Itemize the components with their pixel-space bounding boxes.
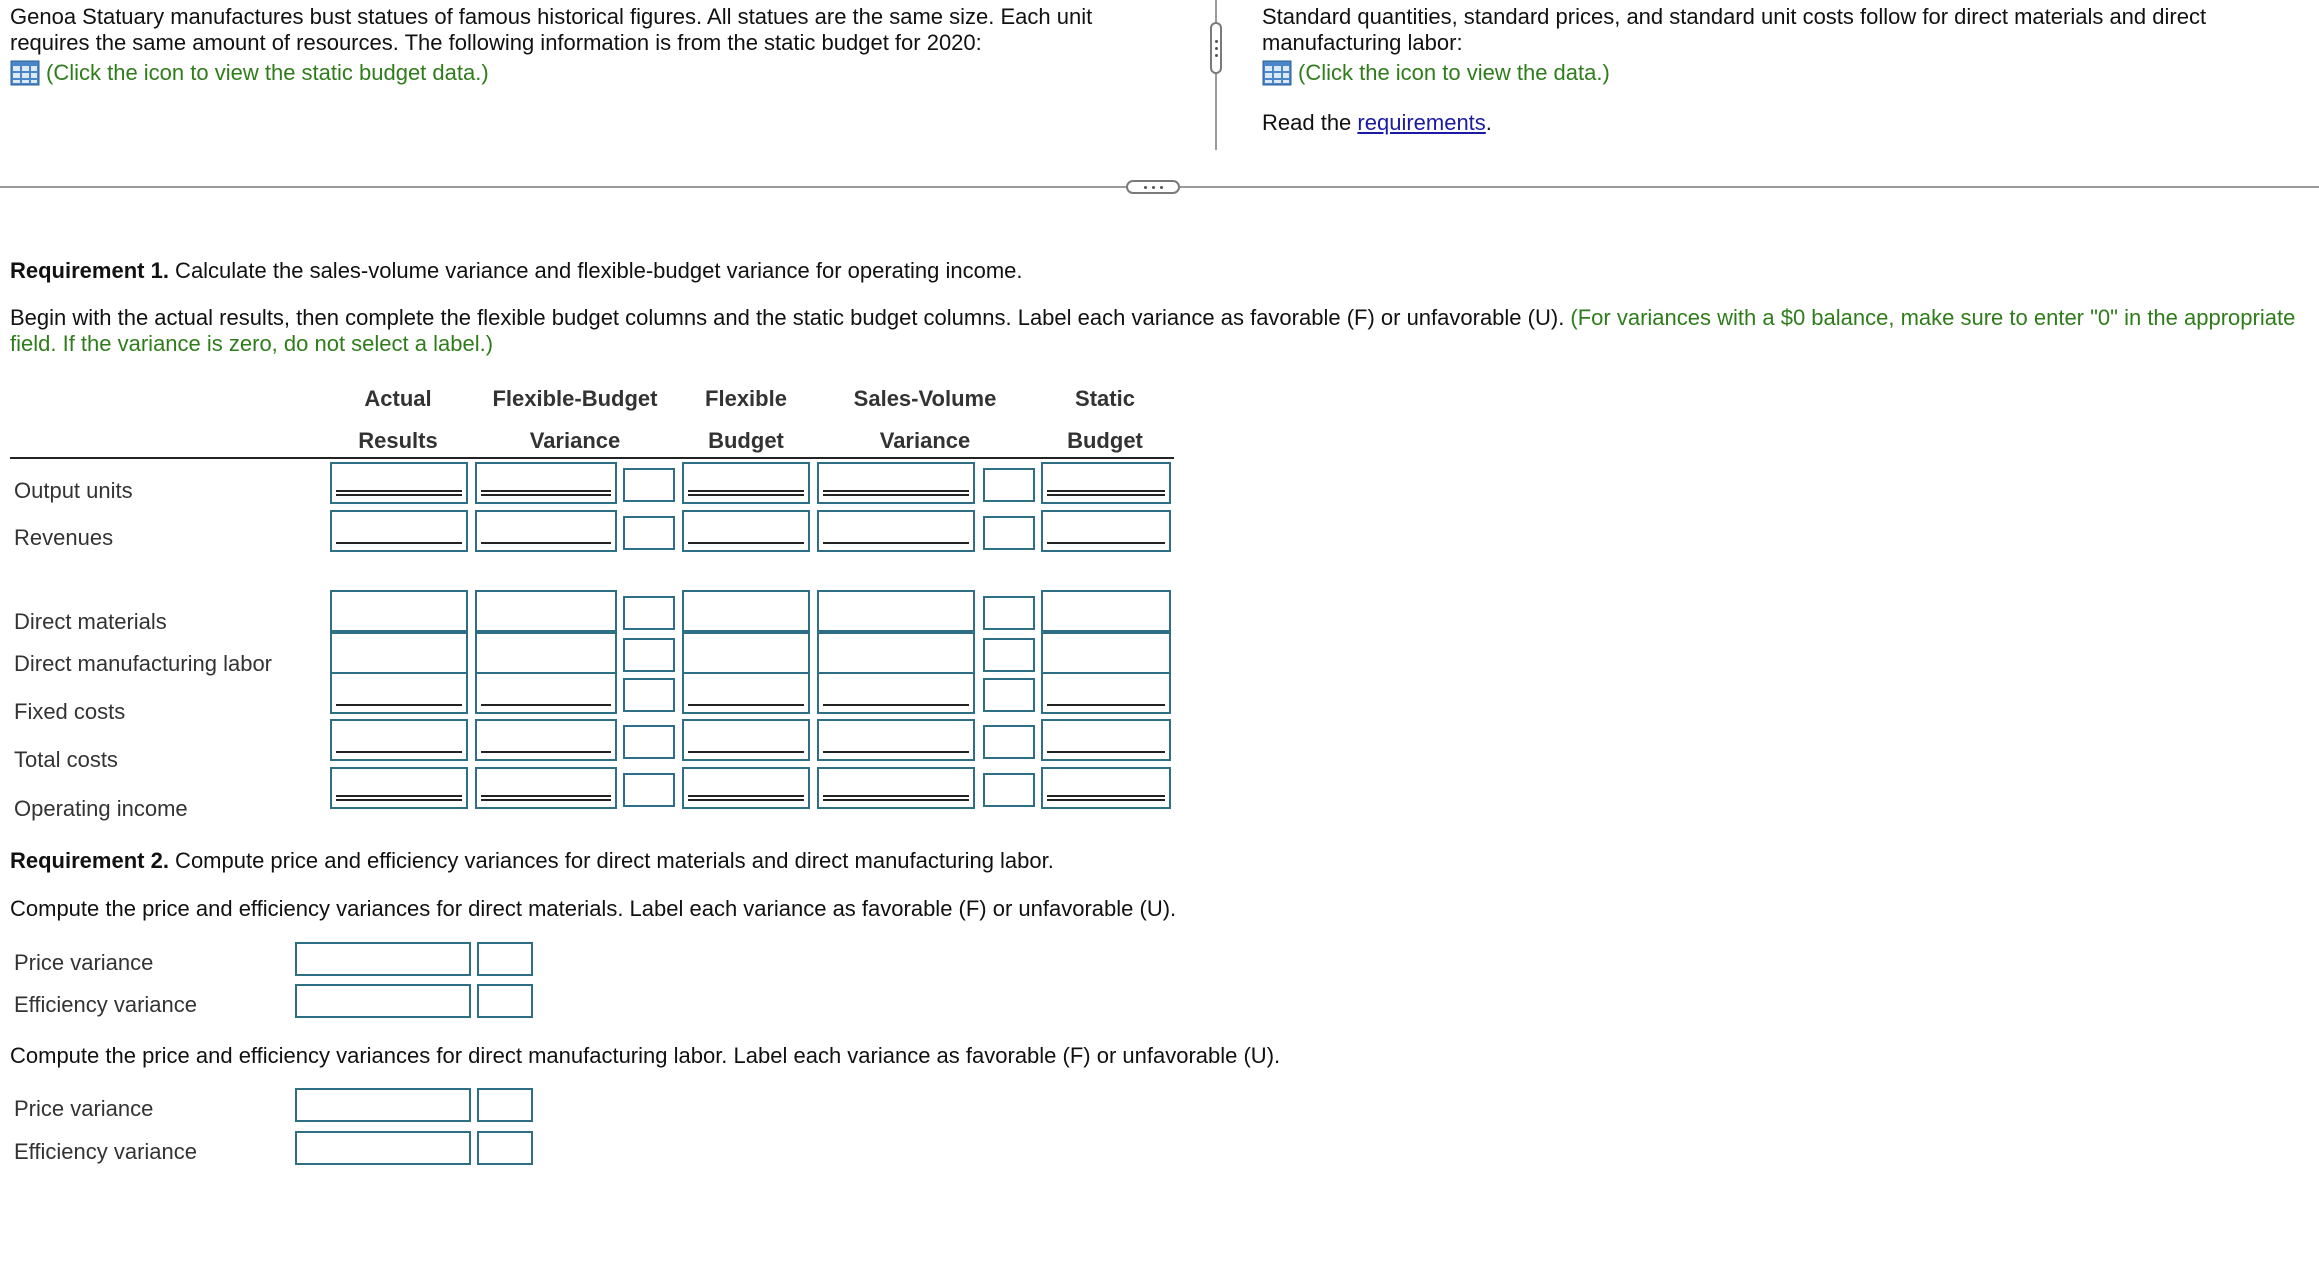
dl-price-variance-label: Price variance <box>14 1096 154 1121</box>
right-line-1: Standard quantities, standard prices, and standard unit costs follow for direct materials and direct <box>1262 4 2207 29</box>
col-header-bottom: Results <box>358 428 438 453</box>
row-label: Revenues <box>14 525 114 550</box>
flexible-budget-input[interactable] <box>682 510 810 552</box>
right-panel-text <box>1262 4 2302 136</box>
intro-line-2: requires the same amount of resources. The following information is from the static budget for 2020: <box>10 30 982 55</box>
requirements-link[interactable]: requirements <box>1357 110 1486 135</box>
static-budget-input[interactable] <box>1041 510 1171 552</box>
sales-volume-variance-label-input[interactable] <box>983 516 1035 550</box>
row-label: Direct manufacturing labor <box>14 651 273 676</box>
table-grid-icon[interactable] <box>10 60 40 86</box>
req1-title-rest: Calculate the sales-volume variance and flexible-budget variance for operating income. <box>168 258 1023 283</box>
static-budget-input[interactable] <box>1041 767 1171 809</box>
sales-volume-variance-input[interactable] <box>817 510 975 552</box>
flexible-budget-input[interactable] <box>682 590 810 632</box>
actual-results-input[interactable] <box>330 767 468 809</box>
static-budget-input[interactable] <box>1041 462 1171 504</box>
sales-volume-variance-label-input[interactable] <box>983 596 1035 630</box>
flexible-budget-variance-label-input[interactable] <box>623 596 675 630</box>
req1-title <box>10 258 2310 284</box>
req2-title <box>10 848 2310 874</box>
read-requirements <box>1262 110 2302 136</box>
flexible-budget-input[interactable] <box>682 767 810 809</box>
actual-results-input[interactable] <box>330 719 468 761</box>
row-label: Fixed costs <box>14 699 126 724</box>
standard-data-link[interactable] <box>1262 60 2302 86</box>
col-header-top: Static <box>1075 386 1135 411</box>
dm-efficiency-variance-label: Efficiency variance <box>14 992 198 1017</box>
static-budget-link[interactable] <box>10 60 1190 86</box>
dm-price-variance-label: Price variance <box>14 950 154 975</box>
col-header-bottom: Budget <box>708 428 784 453</box>
actual-results-input[interactable] <box>330 632 468 674</box>
sales-volume-variance-label-input[interactable] <box>983 468 1035 502</box>
req2-dl-instructions: Compute the price and efficiency variances for direct manufacturing labor. Label each variance as favorable (F) or unfavorable (U). <box>10 1043 1281 1068</box>
req2-title-rest: Compute price and efficiency variances for direct materials and direct manufacturing labor. <box>168 848 1054 873</box>
col-header-top: Actual <box>364 386 432 411</box>
req1-instr-green-1: (For variances with a $0 balance, make sure to enter "0" in the appropriate <box>1570 305 2296 330</box>
flexible-budget-variance-input[interactable] <box>475 462 617 504</box>
dl-price-variance-input[interactable] <box>295 1088 471 1122</box>
flexible-budget-input[interactable] <box>682 632 810 674</box>
intro-line-1: Genoa Statuary manufactures bust statues of famous historical figures. All statues are the same size. Each unit <box>10 4 1093 29</box>
dl-price-variance-label-select[interactable] <box>477 1088 533 1122</box>
actual-results-input[interactable] <box>330 590 468 632</box>
flexible-budget-variance-label-input[interactable] <box>623 773 675 807</box>
flexible-budget-variance-label-input[interactable] <box>623 725 675 759</box>
static-budget-input[interactable] <box>1041 672 1171 714</box>
flexible-budget-variance-input[interactable] <box>475 590 617 632</box>
right-line-2: manufacturing labor: <box>1262 30 1463 55</box>
sales-volume-variance-label-input[interactable] <box>983 638 1035 672</box>
static-budget-input[interactable] <box>1041 719 1171 761</box>
sales-volume-variance-input[interactable] <box>817 462 975 504</box>
flexible-budget-variance-input[interactable] <box>475 510 617 552</box>
header-rule <box>10 457 1174 459</box>
req2-title-bold: Requirement 2. <box>10 848 169 873</box>
read-prefix: Read the <box>1262 110 1358 135</box>
col-header-bottom: Variance <box>529 428 621 453</box>
col-header-top: Flexible <box>705 386 787 411</box>
col-header-top: Flexible-Budget <box>492 386 658 411</box>
dl-efficiency-variance-input[interactable] <box>295 1131 471 1165</box>
flexible-budget-variance-label-input[interactable] <box>623 638 675 672</box>
static-budget-link-text[interactable]: (Click the icon to view the static budget data.) <box>46 60 489 85</box>
sales-volume-variance-input[interactable] <box>817 590 975 632</box>
dm-efficiency-variance-label-select[interactable] <box>477 984 533 1018</box>
sales-volume-variance-label-input[interactable] <box>983 773 1035 807</box>
static-budget-input[interactable] <box>1041 632 1171 674</box>
dl-efficiency-variance-label: Efficiency variance <box>14 1139 198 1164</box>
flexible-budget-variance-label-input[interactable] <box>623 516 675 550</box>
static-budget-input[interactable] <box>1041 590 1171 632</box>
dm-price-variance-input[interactable] <box>295 942 471 976</box>
dm-efficiency-variance-input[interactable] <box>295 984 471 1018</box>
flexible-budget-variance-input[interactable] <box>475 672 617 714</box>
flexible-budget-variance-input[interactable] <box>475 719 617 761</box>
flexible-budget-variance-input[interactable] <box>475 767 617 809</box>
flexible-budget-variance-input[interactable] <box>475 632 617 674</box>
flexible-budget-input[interactable] <box>682 672 810 714</box>
flexible-budget-input[interactable] <box>682 719 810 761</box>
req1-instructions <box>10 305 2315 357</box>
read-suffix: . <box>1485 110 1492 135</box>
col-header-bottom: Budget <box>1067 428 1143 453</box>
flexible-budget-variance-label-input[interactable] <box>623 678 675 712</box>
vertical-resize-handle[interactable] <box>1210 22 1222 74</box>
horizontal-resize-handle[interactable] <box>1126 180 1180 194</box>
req1-instr-green-2: field. If the variance is zero, do not select a label.) <box>10 331 494 356</box>
row-label: Output units <box>14 478 133 503</box>
sales-volume-variance-input[interactable] <box>817 719 975 761</box>
sales-volume-variance-label-input[interactable] <box>983 678 1035 712</box>
intro-text <box>10 4 1190 86</box>
sales-volume-variance-label-input[interactable] <box>983 725 1035 759</box>
col-header-top: Sales-Volume <box>853 386 997 411</box>
actual-results-input[interactable] <box>330 672 468 714</box>
flexible-budget-variance-label-input[interactable] <box>623 468 675 502</box>
row-label: Operating income <box>14 796 188 821</box>
standard-data-link-text[interactable]: (Click the icon to view the data.) <box>1298 60 1610 85</box>
req1-instr-black: Begin with the actual results, then complete the flexible budget columns and the static budget columns. Label each variance as favorable (F) or unfavorable (U). <box>10 305 1571 330</box>
dl-efficiency-variance-label-select[interactable] <box>477 1131 533 1165</box>
table-grid-icon[interactable] <box>1262 60 1292 86</box>
actual-results-input[interactable] <box>330 510 468 552</box>
row-label: Direct materials <box>14 609 167 634</box>
actual-results-input[interactable] <box>330 462 468 504</box>
sales-volume-variance-input[interactable] <box>817 672 975 714</box>
row-label: Total costs <box>14 747 118 772</box>
sales-volume-variance-input[interactable] <box>817 767 975 809</box>
col-header-bottom: Variance <box>879 428 971 453</box>
flexible-budget-input[interactable] <box>682 462 810 504</box>
sales-volume-variance-input[interactable] <box>817 632 975 674</box>
dm-price-variance-label-select[interactable] <box>477 942 533 976</box>
req2-dm-instructions: Compute the price and efficiency variances for direct materials. Label each variance as favorable (F) or unfavorable (U). <box>10 896 1177 921</box>
req1-title-bold: Requirement 1. <box>10 258 169 283</box>
